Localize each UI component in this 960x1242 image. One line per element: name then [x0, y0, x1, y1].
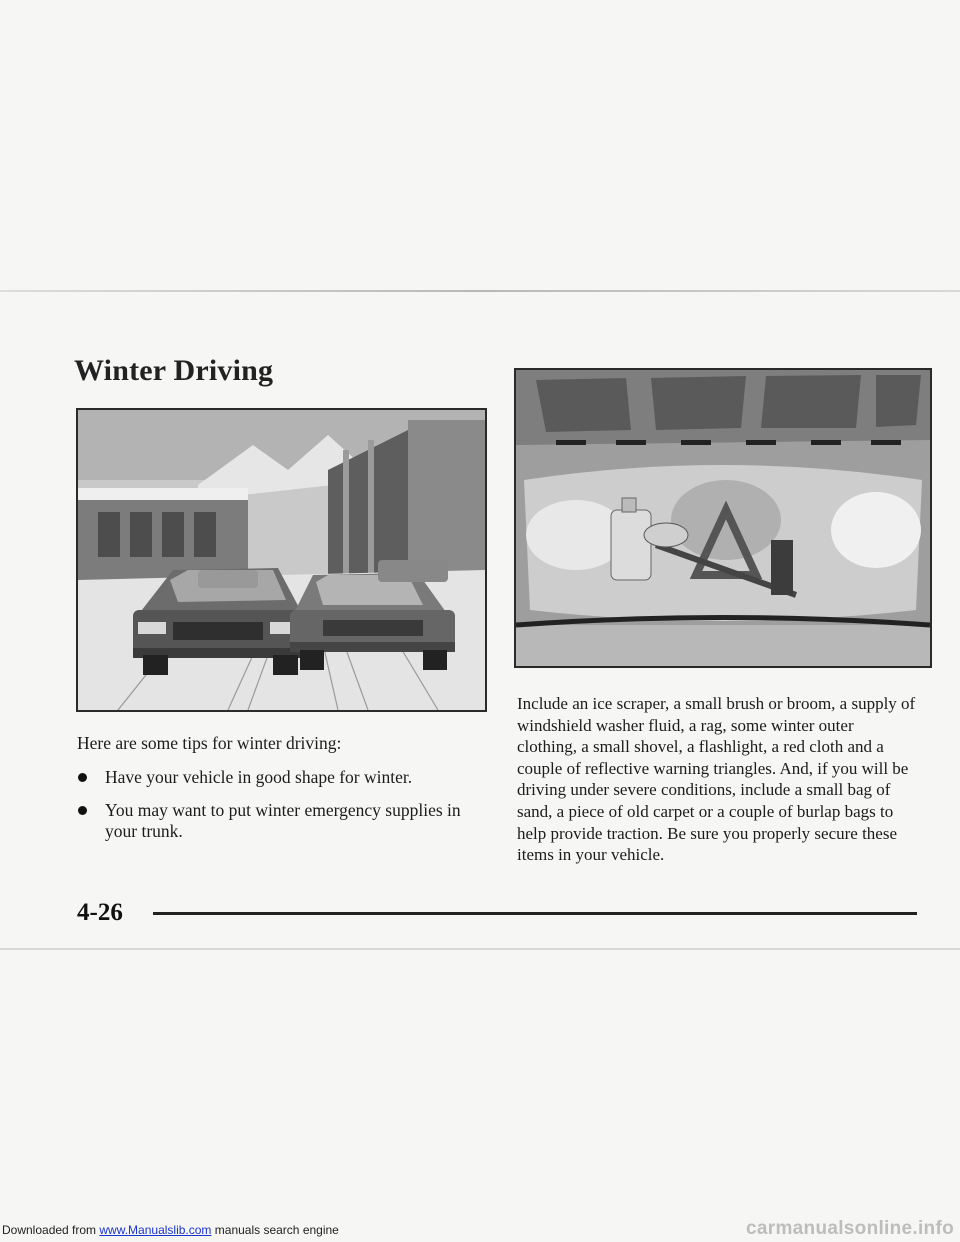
top-scan-rule	[0, 290, 960, 292]
page-title: Winter Driving	[74, 354, 274, 387]
list-item	[77, 800, 497, 842]
trunk-supplies-illustration	[514, 368, 932, 668]
tips-intro: Here are some tips for winter driving:	[77, 733, 342, 753]
bullet-text: Have your vehicle in good shape for winter.	[105, 767, 413, 787]
watermark: carmanualsonline.info	[746, 1218, 954, 1239]
list-item	[77, 767, 497, 788]
download-note	[2, 1223, 339, 1238]
bullet-icon	[78, 773, 87, 782]
manualslib-link[interactable]: www.Manualslib.com	[99, 1223, 212, 1237]
left-text-column	[77, 733, 497, 854]
download-prefix: Downloaded from	[2, 1223, 100, 1237]
bullet-icon	[78, 806, 87, 815]
footer-rule	[153, 912, 917, 915]
winter-road-illustration	[76, 408, 487, 712]
tips-list	[77, 767, 497, 842]
page-number: 4-26	[77, 899, 123, 926]
bottom-scan-rule	[0, 948, 960, 950]
bullet-text: You may want to put winter emergency supplies in your trunk.	[105, 800, 461, 841]
supplies-paragraph: Include an ice scraper, a small brush or broom, a supply of windshield washer fluid, a rag, some winter outer clothing, a small shovel, a flashlight, a red cloth and a couple of reflective warning triangles. And, if you will be driving under severe conditions, include a small bag of sand, a piece of old carpet or a couple of burlap bags to help provide traction. Be sure you properly secure these items in your vehicle.	[517, 694, 916, 865]
download-suffix: manuals search engine	[211, 1223, 339, 1237]
